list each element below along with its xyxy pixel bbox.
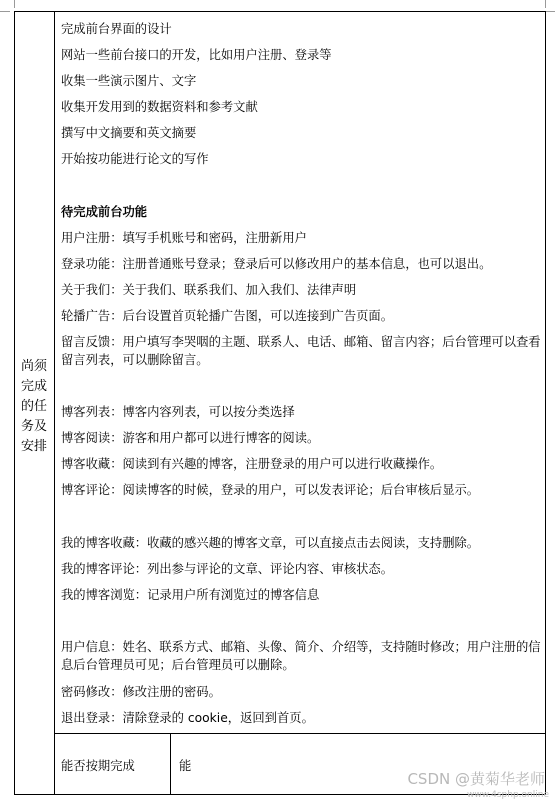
table-left-border (14, 11, 15, 795)
crop-mark (545, 11, 555, 12)
task-line: 博客列表：博客内容列表，可以按分类选择 (61, 405, 295, 419)
task-line: 退出登录：清除登录的 cookie，返回到首页。 (61, 711, 314, 725)
task-line: 我的博客评论：列出参与评论的文章、评论内容、审核状态。 (61, 562, 394, 576)
task-line: 密码修改：修改注册的密码。 (61, 685, 221, 699)
table-right-border (545, 11, 546, 795)
task-line: 博客评论：阅读博客的时候，登录的用户，可以发表评论；后台审核后显示。 (61, 483, 480, 497)
task-line: 博客阅读：游客和用户都可以进行博客的阅读。 (61, 431, 320, 445)
task-line: 完成前台界面的设计 (61, 22, 172, 36)
completion-value: 能 (179, 759, 192, 773)
task-line: 我的博客浏览：记录用户所有浏览过的博客信息 (61, 588, 320, 602)
task-line: 用户信息：姓名、联系方式、邮箱、头像、简介、介绍等，支持随时修改；用户注册的信息后台管理员可见；后台管理员可以删除。 (61, 640, 541, 672)
completion-label: 能否按期完成 (61, 759, 135, 773)
crop-mark (545, 0, 546, 8)
task-line: 收集开发用到的数据资料和参考文献 (61, 100, 258, 114)
crop-mark (0, 11, 10, 12)
task-line: 关于我们：关于我们、联系我们、加入我们、法律声明 (61, 283, 357, 297)
table-column-divider (54, 11, 55, 795)
task-line: 用户注册：填写手机账号和密码，注册新用户 (61, 231, 307, 245)
left-row-label: 尚须完成的任务及安排 (20, 359, 47, 454)
task-line: 收集一些演示图片、文字 (61, 74, 197, 88)
footer-column-divider (170, 733, 171, 795)
table-row-divider (54, 733, 546, 734)
task-line: 撰写中文摘要和英文摘要 (61, 126, 197, 140)
site-url-watermark: www.4sphp.online (467, 790, 549, 800)
task-line: 博客收藏：阅读到有兴趣的博客，注册登录的用户可以进行收藏操作。 (61, 457, 443, 471)
task-line: 登录功能：注册普通账号登录；登录后可以修改用户的基本信息，也可以退出。 (61, 257, 492, 271)
table-top-border (14, 11, 546, 12)
task-line: 留言反馈：用户填写李哭咽的主题、联系人、电话、邮箱、留言内容；后台管理可以查看留言列表，可以删除留言。 (61, 335, 541, 367)
task-line: 我的博客收藏：收藏的感兴趣的博客文章，可以直接点击去阅读，支持删除。 (61, 536, 480, 550)
csdn-watermark: CSDN @黄菊华老师 (407, 770, 545, 788)
task-line: 轮播广告：后台设置首页轮播广告图，可以连接到广告页面。 (61, 309, 394, 323)
crop-mark (14, 0, 15, 8)
task-line: 网站一些前台接口的开发，比如用户注册、登录等 (61, 48, 332, 62)
section-heading: 待完成前台功能 (61, 205, 148, 219)
task-line: 开始按功能进行论文的写作 (61, 152, 209, 166)
